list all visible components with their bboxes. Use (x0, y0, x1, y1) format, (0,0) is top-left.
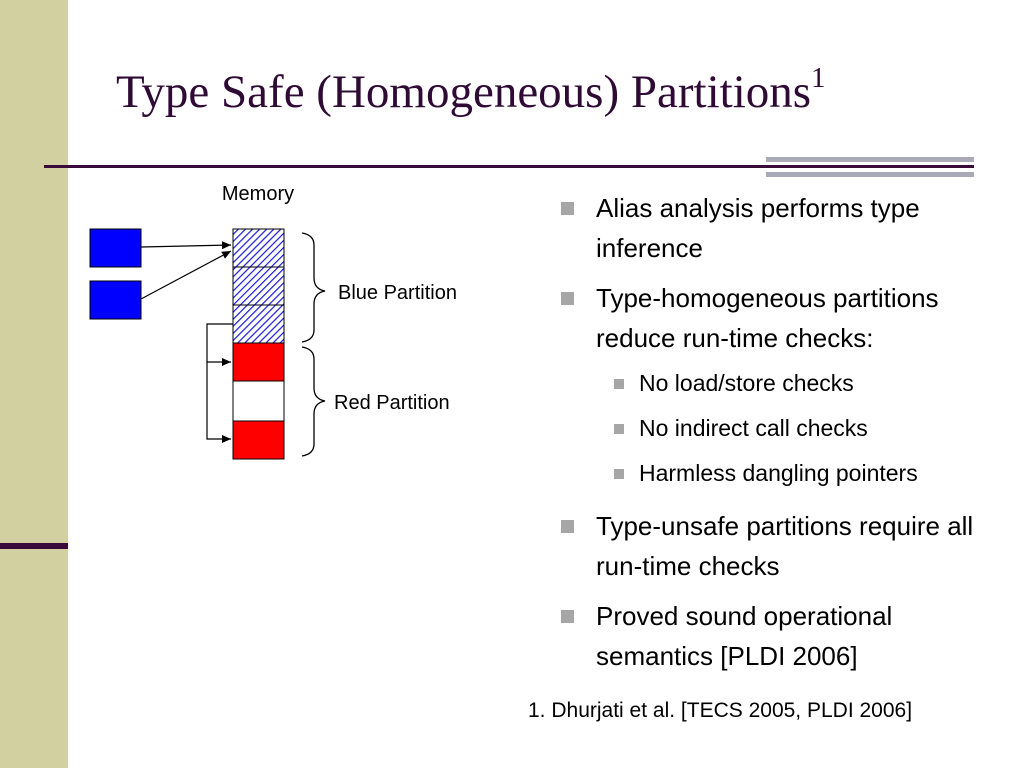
bullet-item (556, 188, 996, 268)
internal-pointer-arrow-1 (207, 324, 233, 362)
square-bullet-icon (614, 379, 624, 389)
sub-bullet-text: Harmless dangling pointers (639, 460, 918, 486)
sub-bullet-item (596, 406, 996, 451)
square-bullet-icon (614, 424, 624, 434)
memory-cell-blue-2 (233, 267, 284, 305)
blue-partition-brace (302, 233, 325, 342)
square-bullet-icon (561, 202, 574, 215)
red-partition-brace (302, 347, 325, 456)
sub-bullet-item (596, 451, 996, 496)
pointer-arrow-1 (141, 245, 231, 247)
bullet-item (556, 278, 996, 496)
memory-cell-blue-1 (233, 229, 284, 267)
square-bullet-icon (561, 292, 574, 305)
title-footnote-mark: 1 (811, 62, 826, 94)
pointer-box-1 (90, 229, 141, 267)
pointer-arrow-2 (141, 251, 231, 299)
red-partition-label: Red Partition (334, 392, 450, 414)
pointer-box-2 (90, 281, 141, 319)
square-bullet-icon (614, 469, 624, 479)
memory-cell-red-1 (233, 343, 284, 381)
bullet-text: Type-unsafe partitions require all run-time checks (596, 511, 974, 581)
sub-bullet-text: No load/store checks (639, 370, 854, 396)
memory-cell-red-2 (233, 381, 284, 421)
bullet-text: Type-homogeneous partitions reduce run-time checks: (596, 283, 939, 353)
citation-footnote: 1. Dhurjati et al. [TECS 2005, PLDI 2006] (528, 699, 913, 722)
bullet-item (556, 596, 996, 676)
memory-label: Memory (221, 183, 295, 205)
square-bullet-icon (561, 520, 574, 533)
internal-pointer-arrow-2 (207, 362, 231, 439)
bullet-item (556, 506, 996, 586)
sub-bullet-item (596, 361, 996, 406)
bullet-list (556, 188, 996, 686)
bullet-text: Proved sound operational semantics [PLDI 2006] (596, 601, 893, 671)
bullet-text: Alias analysis performs type inference (596, 193, 920, 263)
blue-partition-label: Blue Partition (338, 282, 457, 304)
memory-cell-red-3 (233, 421, 284, 459)
sub-bullet-list (596, 361, 996, 496)
slide-title-text: Type Safe (Homogeneous) Partitions (116, 66, 812, 118)
memory-cell-blue-3 (233, 305, 284, 343)
square-bullet-icon (561, 610, 574, 623)
sub-bullet-text: No indirect call checks (639, 415, 868, 441)
